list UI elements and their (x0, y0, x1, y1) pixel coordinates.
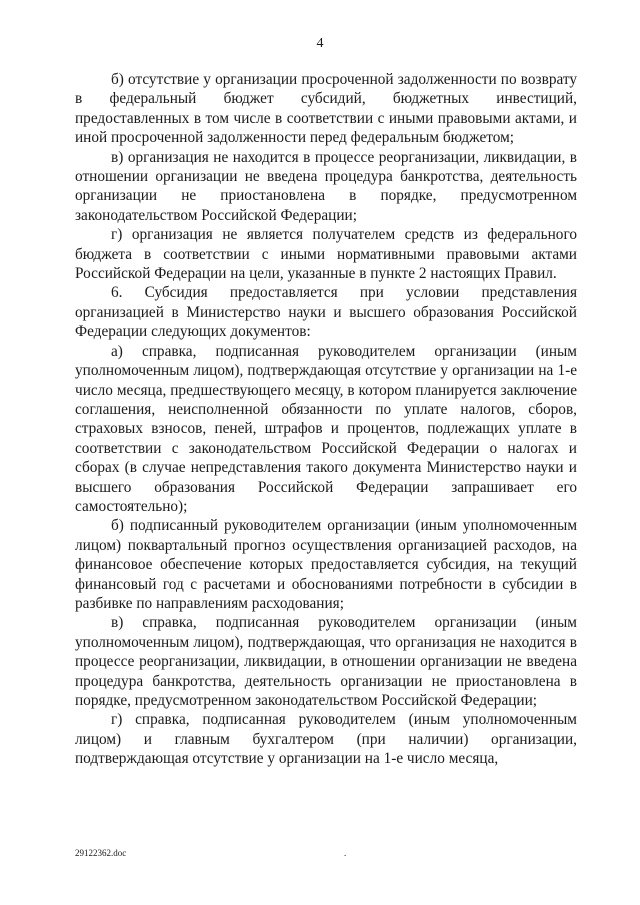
footer-document-id: 29122362.doc (75, 848, 127, 858)
document-body (75, 70, 577, 769)
paragraph-6-documents: 6. Субсидия предоставляется при условии представления организацией в Министерство науки и высшего образования Российской Федерации следующих документов: (75, 284, 577, 341)
paragraph-v-status-certificate: в) справка, подписанная руководителем организации (иным уполномоченным лицом), подтверждающая, что организация не находится в процессе реорганизации, ликвидации, в отношении организации не введена процедура банкротства, деятельность организации не приостановлена в порядке, предусмотренном законодательством Российской Федерации; (75, 614, 577, 709)
paragraph-g-accountant-certificate: г) справка, подписанная руководителем (иным уполномоченным лицом) и главным бухгалтером (при наличии) организации, подтверждающая отсутствие у организации на 1-е число месяца, (75, 711, 577, 768)
paragraph-v-no-reorganization: в) организация не находится в процессе реорганизации, ликвидации, в отношении организации не введена процедура банкротства, деятельность организации не приостановлена в порядке, предусмотренном законодательством Российской Федерации; (75, 148, 577, 224)
paragraph-b-quarterly-forecast: б) подписанный руководителем организации (иным уполномоченным лицом) поквартальный прогноз осуществления организацией расходов, на финансовое обеспечение которых предоставляется субсидия, на текущий финансовый год с расчетами и обоснованиями потребности в субсидии в разбивке по направлениям расходования; (75, 517, 577, 612)
paragraph-a-tax-certificate: а) справка, подписанная руководителем организации (иным уполномоченным лицом), подтверждающая отсутствие у организации на 1-е число месяца, предшествующего месяцу, в котором планируется заключение соглашения, неисполненной обязанности по уплате налогов, сборов, страховых взносов, пеней, штрафов и процентов, подлежащих уплате в соответствии с законодательством Российской Федерации о налогах и сборах (в случае непредставления такого документа Министерство науки и высшего образования Российской Федерации запрашивает его самостоятельно); (75, 342, 577, 515)
footer-mark: . (344, 848, 347, 858)
paragraph-b-no-debt: б) отсутствие у организации просроченной задолженности по возврату в федеральный бюджет субсидий, бюджетных инвестиций, предоставленных в том числе в соответствии с иными правовыми актами, и иной просроченной задолженности перед федеральным бюджетом; (75, 71, 577, 147)
paragraph-g-not-recipient: г) организация не является получателем средств из федерального бюджета в соответствии с иными нормативными правовыми актами Российской Федерации на цели, указанные в пункте 2 настоящих Правил. (75, 226, 577, 283)
page-number: 4 (316, 36, 324, 51)
